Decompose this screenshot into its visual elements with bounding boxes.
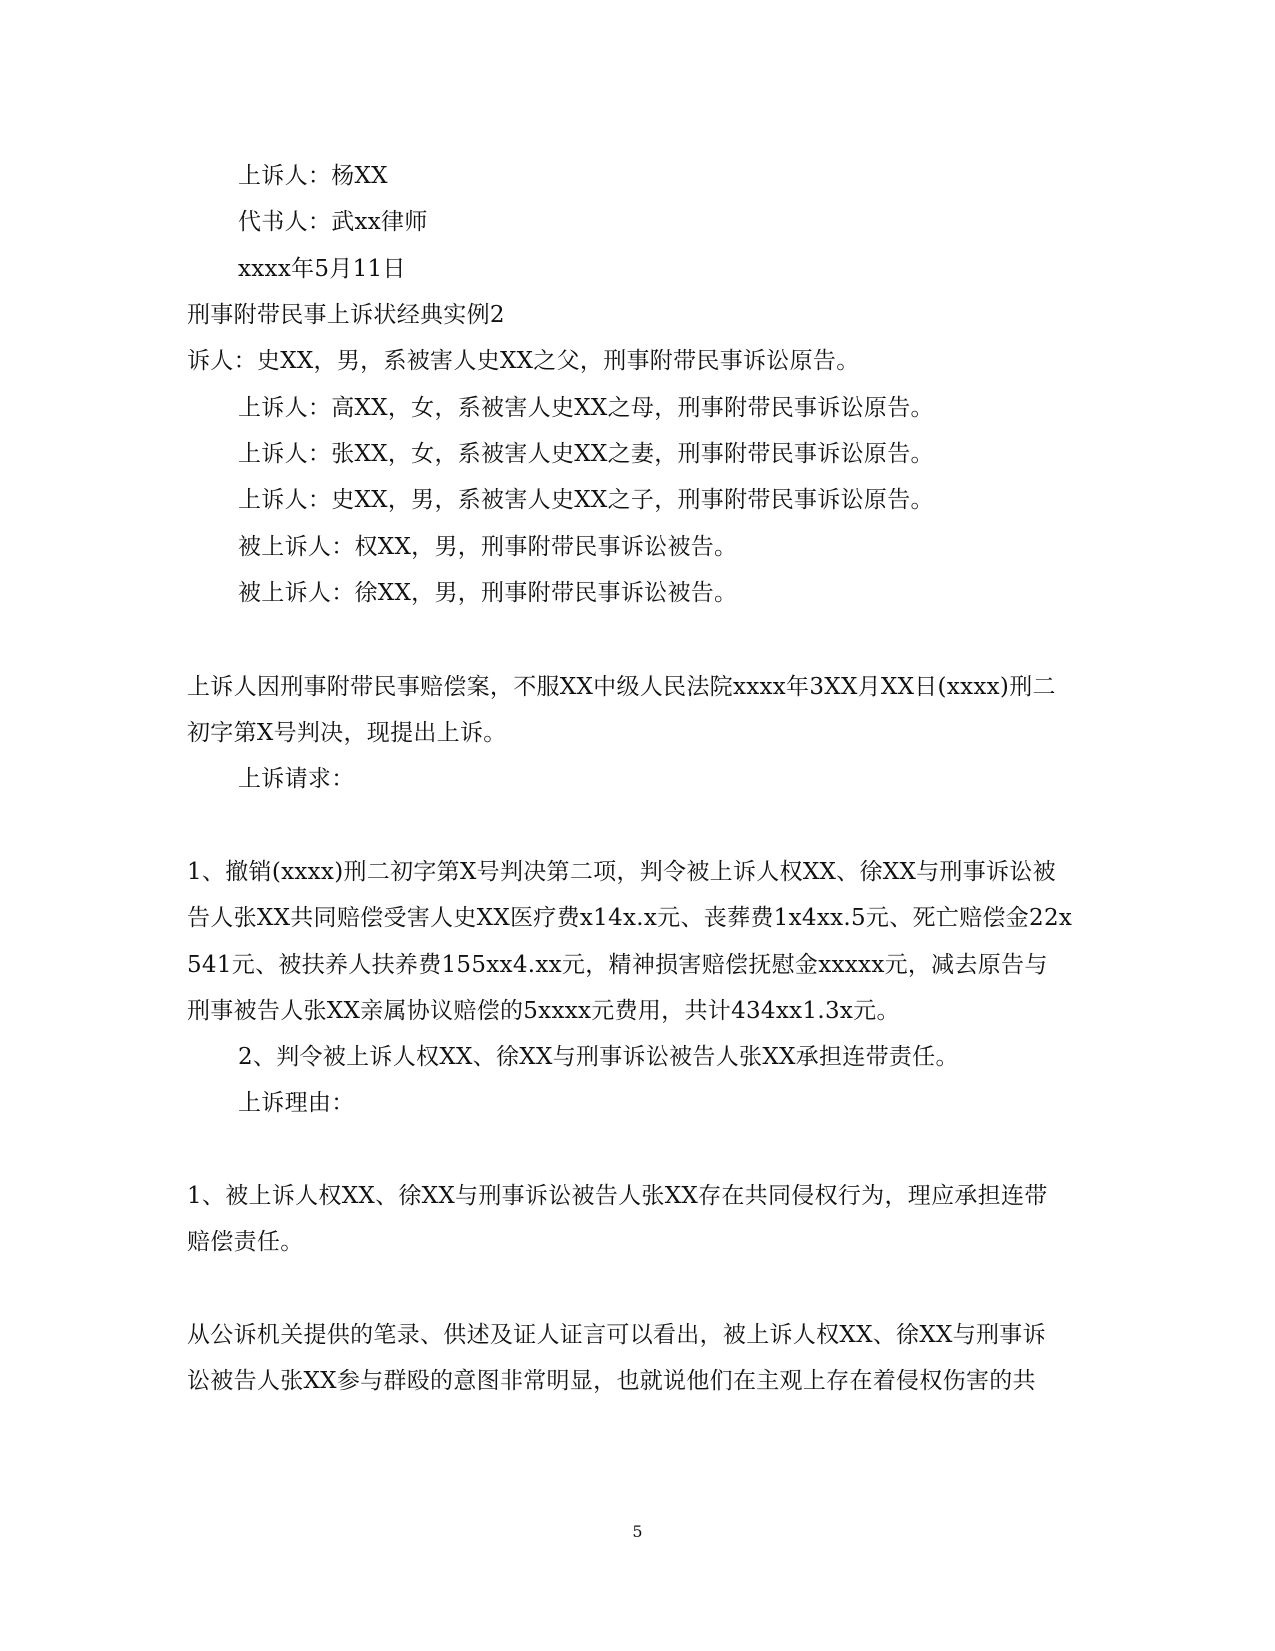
request-1-line: 1、撤销(xxxx)刑二初字第X号判决第二项，判令被上诉人权XX、徐XX与刑事诉讼被 bbox=[187, 859, 1056, 885]
request-heading: 上诉请求： bbox=[238, 766, 355, 792]
request-1-line: 541元、被扶养人扶养费155xx4.xx元，精神损害赔偿抚慰金xxxxx元，减去原告与 bbox=[187, 952, 1048, 978]
party-line: 上诉人：张XX，女，系被害人史XX之妻，刑事附带民事诉讼原告。 bbox=[238, 441, 934, 467]
party-line: 被上诉人：权XX，男，刑事附带民事诉讼被告。 bbox=[238, 534, 738, 560]
page-number: 5 bbox=[632, 1522, 643, 1541]
example-title: 刑事附带民事上诉状经典实例2 bbox=[187, 302, 505, 328]
party-line: 上诉人：高XX，女，系被害人史XX之母，刑事附带民事诉讼原告。 bbox=[238, 395, 934, 421]
signature-date: xxxx年5月11日 bbox=[238, 256, 406, 282]
appellant-signature: 上诉人：杨XX bbox=[238, 163, 388, 189]
intro-line: 上诉人因刑事附带民事赔偿案，不服XX中级人民法院xxxx年3XX月XX日(xxxx)刑二 bbox=[187, 674, 1056, 700]
reason-1-body-line: 从公诉机关提供的笔录、供述及证人证言可以看出，被上诉人权XX、徐XX与刑事诉 bbox=[187, 1322, 1046, 1348]
reason-heading: 上诉理由： bbox=[238, 1090, 355, 1116]
request-2: 2、判令被上诉人权XX、徐XX与刑事诉讼被告人张XX承担连带责任。 bbox=[238, 1044, 959, 1070]
request-1-line: 刑事被告人张XX亲属协议赔偿的5xxxx元费用，共计434xx1.3x元。 bbox=[187, 998, 900, 1024]
reason-1-line: 赔偿责任。 bbox=[187, 1229, 304, 1255]
reason-1-body-line: 讼被告人张XX参与群殴的意图非常明显，也就说他们在主观上存在着侵权伤害的共 bbox=[187, 1368, 1036, 1394]
drafter-signature: 代书人：武xx律师 bbox=[238, 209, 428, 235]
reason-1-line: 1、被上诉人权XX、徐XX与刑事诉讼被告人张XX存在共同侵权行为，理应承担连带 bbox=[187, 1183, 1048, 1209]
intro-line: 初字第X号判决，现提出上诉。 bbox=[187, 720, 507, 746]
party-line: 上诉人：史XX，男，系被害人史XX之子，刑事附带民事诉讼原告。 bbox=[238, 487, 934, 513]
party-line: 诉人：史XX，男，系被害人史XX之父，刑事附带民事诉讼原告。 bbox=[187, 348, 860, 374]
party-line: 被上诉人：徐XX，男，刑事附带民事诉讼被告。 bbox=[238, 580, 738, 606]
request-1-line: 告人张XX共同赔偿受害人史XX医疗费x14x.x元、丧葬费1x4xx.5元、死亡赔偿金22x bbox=[187, 905, 1073, 931]
